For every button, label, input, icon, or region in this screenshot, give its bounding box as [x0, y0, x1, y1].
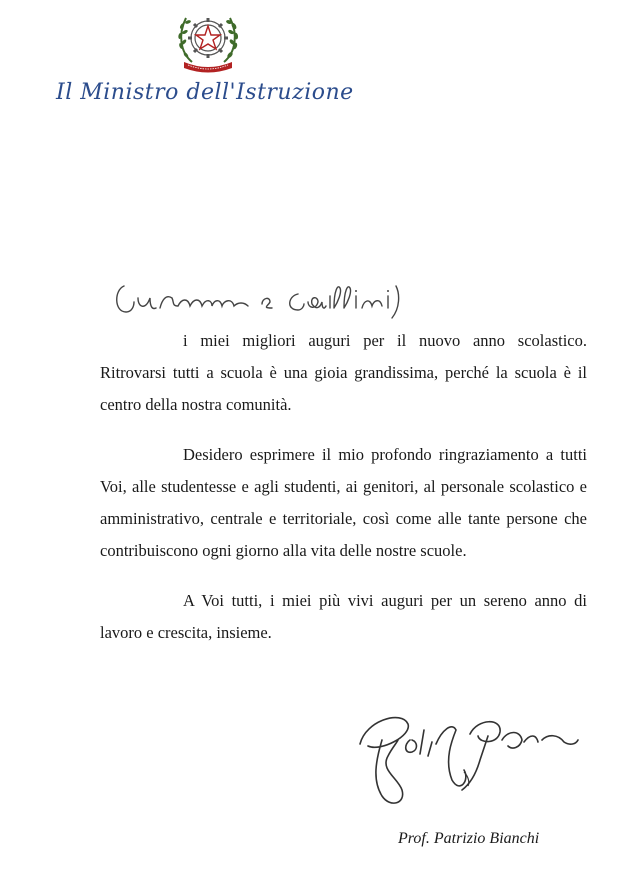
ministry-title: Il Ministro dell'Istruzione — [56, 80, 354, 105]
letter-body — [100, 325, 587, 649]
letter-paragraph: i miei migliori auguri per il nuovo anno scolastico. Ritrovarsi tutti a scuola è una gioia grandissima, perché la scuola è il centro della nostra comunità. — [100, 331, 587, 414]
letter-paragraph: A Voi tutti, i miei più vivi auguri per un sereno anno di lavoro e crescita, insieme. — [100, 591, 587, 642]
handwritten-salutation — [112, 272, 412, 324]
signatory-name: Prof. Patrizio Bianchi — [398, 830, 540, 847]
italian-republic-emblem-icon — [172, 4, 244, 76]
handwritten-signature-icon — [352, 700, 582, 818]
letter-paragraph: Desidero esprimere il mio profondo ringraziamento a tutti Voi, alle studentesse e agli studenti, ai genitori, al personale scolastico e amministrativo, centrale e territoriale, così come alle tante persone che contribuiscono ogni giorno alla vita delle nostre scuole. — [100, 445, 587, 560]
